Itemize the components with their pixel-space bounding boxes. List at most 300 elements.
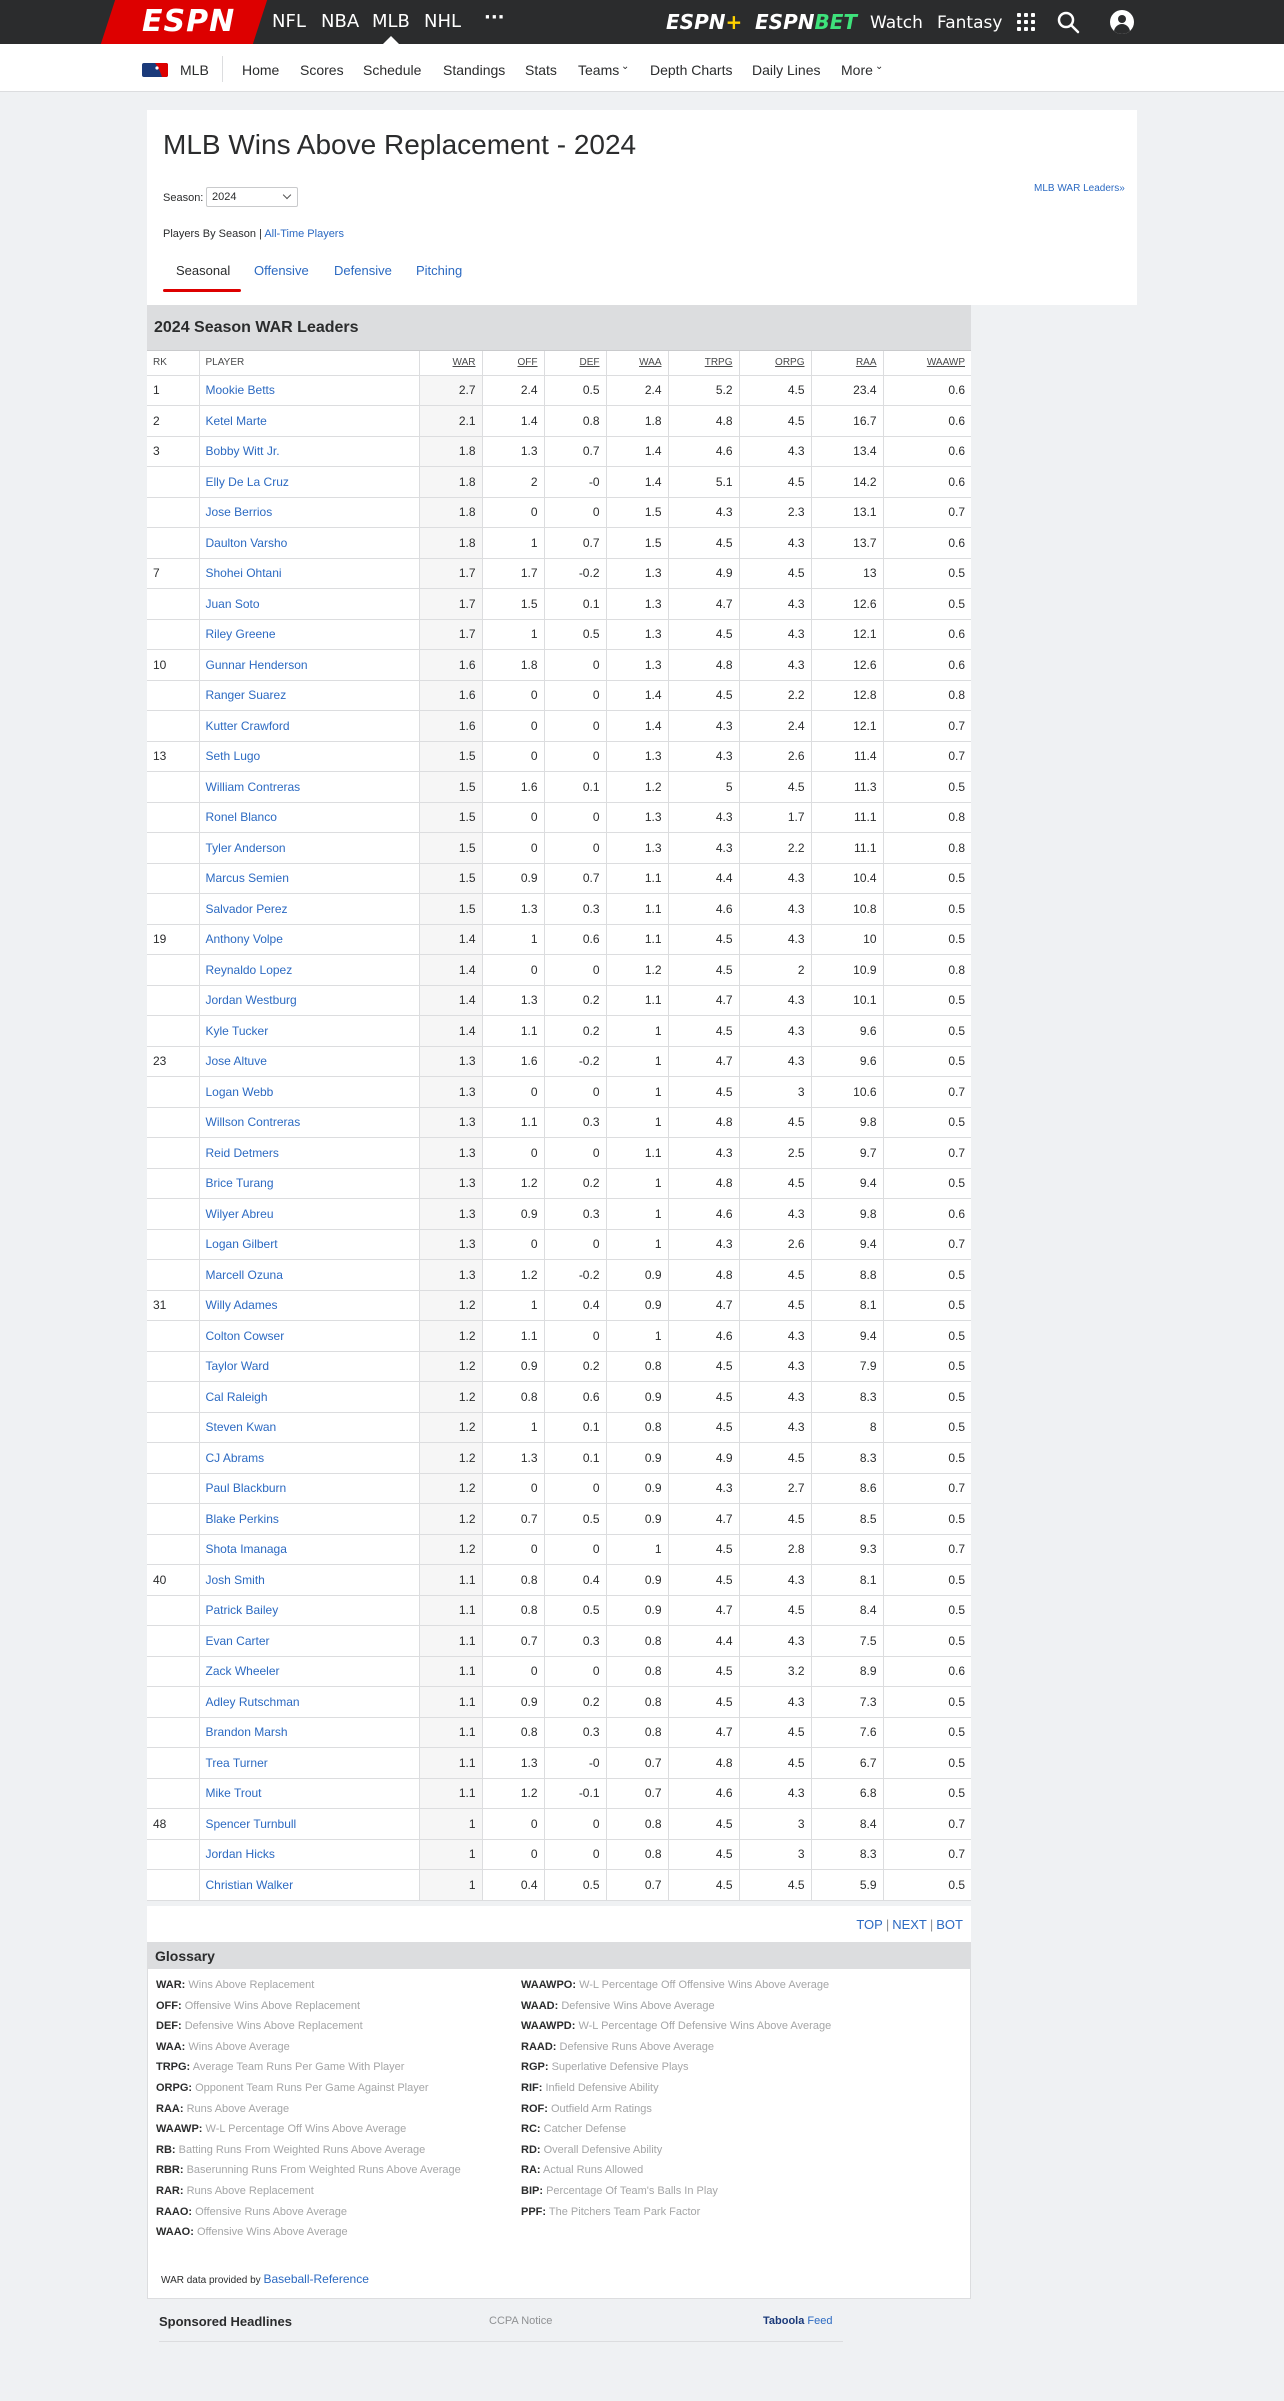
rank-cell	[147, 802, 199, 833]
player-link[interactable]: Taylor Ward	[199, 1351, 419, 1382]
trpg-cell: 4.4	[668, 863, 739, 894]
table-row	[147, 1534, 971, 1565]
off-cell: 0	[482, 1473, 544, 1504]
player-link[interactable]: Daulton Varsho	[199, 528, 419, 559]
player-link[interactable]: Wilyer Abreu	[199, 1199, 419, 1230]
trpg-cell: 4.7	[668, 1595, 739, 1626]
tab-defensive[interactable]: Defensive	[334, 263, 392, 278]
subnav-league[interactable]: MLB	[180, 62, 209, 78]
waawp-cell: 0.5	[883, 1870, 971, 1901]
off-cell: 0.7	[482, 1626, 544, 1657]
off-cell: 1.1	[482, 1016, 544, 1047]
def-cell: 0.3	[544, 1717, 606, 1748]
def-cell: 0.2	[544, 1016, 606, 1047]
raa-cell: 9.8	[811, 1107, 883, 1138]
waa-cell: 0.8	[606, 1839, 668, 1870]
subnav-schedule[interactable]: Schedule	[363, 62, 422, 78]
player-link[interactable]: Ronel Blanco	[199, 802, 419, 833]
col-waawp[interactable]: WAAWP	[883, 351, 971, 375]
nav-nhl[interactable]: NHL	[424, 11, 462, 32]
tab-offensive[interactable]: Offensive	[254, 263, 309, 278]
trpg-cell: 4.5	[668, 955, 739, 986]
off-cell: 2.4	[482, 375, 544, 406]
waa-cell: 0.9	[606, 1473, 668, 1504]
subnav-depth-charts[interactable]: Depth Charts	[650, 62, 733, 78]
table-row	[147, 406, 971, 437]
player-link[interactable]: Gunnar Henderson	[199, 650, 419, 681]
subnav-scores[interactable]: Scores	[300, 62, 344, 78]
nav-nba[interactable]: NBA	[321, 11, 360, 32]
espn-plus-logo[interactable]: ESPN+	[666, 10, 743, 34]
player-link[interactable]: Mookie Betts	[199, 375, 419, 406]
glossary-term: WAR:	[156, 1979, 186, 1991]
tab-pitching[interactable]: Pitching	[416, 263, 463, 278]
trpg-cell: 4.3	[668, 1473, 739, 1504]
player-link[interactable]: Jordan Westburg	[199, 985, 419, 1016]
war-cell: 1.3	[419, 1168, 482, 1199]
glossary-item	[156, 2184, 314, 2198]
taboola-feed-logo[interactable]	[763, 2314, 833, 2328]
player-link[interactable]: Jose Altuve	[199, 1046, 419, 1077]
waa-cell: 1.3	[606, 741, 668, 772]
sponsored-divider	[159, 2341, 843, 2342]
col-rk: RK	[147, 351, 199, 375]
waa-cell: 0.9	[606, 1595, 668, 1626]
raa-cell: 11.1	[811, 833, 883, 864]
nav-active-indicator	[383, 36, 399, 44]
glossary-term: WAAWP:	[156, 2123, 203, 2136]
waa-cell: 1	[606, 1229, 668, 1260]
table-row	[147, 1778, 971, 1809]
player-link[interactable]: Cal Raleigh	[199, 1382, 419, 1413]
raa-cell: 10.6	[811, 1077, 883, 1108]
glossary-title: Glossary	[155, 1948, 215, 1964]
war-cell: 1.6	[419, 711, 482, 742]
glossary-definition: Infield Defensive Ability	[545, 2082, 659, 2094]
orpg-cell: 4.5	[739, 1290, 811, 1321]
glossary-definition: Baserunning Runs From Weighted Runs Above Average	[186, 2164, 461, 2177]
war-cell: 1.2	[419, 1412, 482, 1443]
glossary-item	[521, 1999, 715, 2013]
orpg-cell: 4.5	[739, 772, 811, 803]
trpg-cell: 4.4	[668, 1626, 739, 1657]
def-cell: 0.5	[544, 1595, 606, 1626]
subnav-daily-lines[interactable]: Daily Lines	[752, 62, 821, 78]
orpg-cell: 4.5	[739, 1107, 811, 1138]
glossary-term: RBR:	[156, 2164, 184, 2177]
off-cell: 1.1	[482, 1321, 544, 1352]
raa-cell: 8	[811, 1412, 883, 1443]
glossary-item	[156, 2122, 406, 2136]
player-link[interactable]: Ranger Suarez	[199, 680, 419, 711]
waa-cell: 1.2	[606, 772, 668, 803]
rank-cell	[147, 497, 199, 528]
player-link[interactable]: Blake Perkins	[199, 1504, 419, 1535]
mlb-logo-icon[interactable]	[142, 63, 168, 77]
table-row	[147, 528, 971, 559]
player-link[interactable]: Marcell Ozuna	[199, 1260, 419, 1291]
glossary-term: WAAWPO:	[521, 1979, 576, 1991]
player-link[interactable]: Bobby Witt Jr.	[199, 436, 419, 467]
waa-cell: 1	[606, 1534, 668, 1565]
player-link[interactable]: Willson Contreras	[199, 1107, 419, 1138]
player-link[interactable]: Logan Webb	[199, 1077, 419, 1108]
orpg-cell: 3	[739, 1809, 811, 1840]
ccpa-notice-link[interactable]: CCPA Notice	[489, 2315, 553, 2327]
trpg-cell: 4.5	[668, 1809, 739, 1840]
raa-cell: 9.4	[811, 1168, 883, 1199]
rank-cell: 13	[147, 741, 199, 772]
col-waa[interactable]: WAA	[606, 351, 668, 375]
off-cell: 0	[482, 833, 544, 864]
table-row	[147, 375, 971, 406]
def-cell: 0.2	[544, 1351, 606, 1382]
orpg-cell: 4.3	[739, 650, 811, 681]
waawp-cell: 0.5	[883, 558, 971, 589]
player-link[interactable]: Zack Wheeler	[199, 1656, 419, 1687]
off-cell: 0	[482, 741, 544, 772]
raa-cell: 10.9	[811, 955, 883, 986]
table-row	[147, 1138, 971, 1169]
player-link[interactable]: Reid Detmers	[199, 1138, 419, 1169]
player-link[interactable]: Evan Carter	[199, 1626, 419, 1657]
waa-cell: 0.9	[606, 1290, 668, 1321]
rank-cell	[147, 619, 199, 650]
player-link[interactable]: Anthony Volpe	[199, 924, 419, 955]
trpg-cell: 4.5	[668, 619, 739, 650]
orpg-cell: 3.2	[739, 1656, 811, 1687]
rank-cell	[147, 1687, 199, 1718]
glossary-term: BIP:	[521, 2185, 543, 2197]
table-row	[147, 985, 971, 1016]
war-cell: 1.2	[419, 1534, 482, 1565]
def-cell: 0.5	[544, 375, 606, 406]
glossary-definition: Runs Above Average	[186, 2102, 290, 2115]
waa-cell: 0.7	[606, 1870, 668, 1901]
war-cell: 1.3	[419, 1260, 482, 1291]
orpg-cell: 4.3	[739, 1565, 811, 1596]
player-link[interactable]: Willy Adames	[199, 1290, 419, 1321]
glossary-term: RAA:	[156, 2102, 184, 2115]
player-link[interactable]: Riley Greene	[199, 619, 419, 650]
glossary-term: RAAO:	[156, 2205, 193, 2218]
raa-cell: 8.8	[811, 1260, 883, 1291]
raa-cell: 8.3	[811, 1382, 883, 1413]
raa-cell: 7.9	[811, 1351, 883, 1382]
user-profile-icon[interactable]	[1110, 10, 1134, 34]
waa-cell: 0.7	[606, 1748, 668, 1779]
pager-bot-link[interactable]: BOT	[936, 1917, 963, 1932]
player-link[interactable]: Brandon Marsh	[199, 1717, 419, 1748]
waawp-cell: 0.5	[883, 772, 971, 803]
war-cell: 1.3	[419, 1107, 482, 1138]
glossary-definition: Superlative Defensive Plays	[551, 2061, 689, 2074]
waa-cell: 1.2	[606, 955, 668, 986]
waawp-cell: 0.5	[883, 1321, 971, 1352]
nav-more-icon[interactable]: ···	[484, 7, 505, 28]
war-cell: 1.3	[419, 1199, 482, 1230]
waawp-cell: 0.5	[883, 1443, 971, 1474]
glossary-item	[521, 2143, 662, 2157]
player-link[interactable]: Ketel Marte	[199, 406, 419, 437]
glossary-definition: Defensive Wins Above Average	[561, 1999, 715, 2012]
waawp-cell: 0.5	[883, 1290, 971, 1321]
table-row	[147, 1626, 971, 1657]
player-link[interactable]: Patrick Bailey	[199, 1595, 419, 1626]
player-link[interactable]: Steven Kwan	[199, 1412, 419, 1443]
pager-next-link[interactable]: NEXT	[892, 1917, 927, 1932]
trpg-cell: 4.7	[668, 1290, 739, 1321]
col-def[interactable]: DEF	[544, 351, 606, 375]
rank-cell: 10	[147, 650, 199, 681]
all-time-players-link[interactable]: All-Time Players	[264, 228, 344, 240]
off-cell: 1.3	[482, 1748, 544, 1779]
rank-cell: 31	[147, 1290, 199, 1321]
trpg-cell: 4.5	[668, 1382, 739, 1413]
waa-cell: 0.9	[606, 1443, 668, 1474]
player-link[interactable]: Shota Imanaga	[199, 1534, 419, 1565]
table-row	[147, 802, 971, 833]
trpg-cell: 4.5	[668, 1016, 739, 1047]
pager-top-link[interactable]: TOP	[856, 1917, 883, 1932]
rank-cell	[147, 1412, 199, 1443]
player-link[interactable]: Juan Soto	[199, 589, 419, 620]
raa-cell: 13.7	[811, 528, 883, 559]
nav-watch[interactable]: Watch	[870, 13, 923, 33]
def-cell: -0.1	[544, 1778, 606, 1809]
war-cell: 1.8	[419, 436, 482, 467]
subnav-stats[interactable]: Stats	[525, 62, 557, 78]
waa-cell: 1	[606, 1046, 668, 1077]
player-link[interactable]: Jordan Hicks	[199, 1839, 419, 1870]
col-player: PLAYER	[199, 351, 419, 375]
def-cell: 0.1	[544, 1412, 606, 1443]
def-cell: 0	[544, 1321, 606, 1352]
col-raa[interactable]: RAA	[811, 351, 883, 375]
trpg-cell: 4.5	[668, 680, 739, 711]
waa-cell: 1	[606, 1168, 668, 1199]
player-link[interactable]: Reynaldo Lopez	[199, 955, 419, 986]
waawp-cell: 0.5	[883, 894, 971, 925]
orpg-cell: 4.3	[739, 924, 811, 955]
raa-cell: 8.4	[811, 1595, 883, 1626]
waawp-cell: 0.5	[883, 1717, 971, 1748]
subnav-standings[interactable]: Standings	[443, 62, 506, 78]
subnav-home[interactable]: Home	[242, 62, 280, 78]
col-trpg[interactable]: TRPG	[668, 351, 739, 375]
rank-cell	[147, 1321, 199, 1352]
rank-cell	[147, 589, 199, 620]
player-link[interactable]: Elly De La Cruz	[199, 467, 419, 498]
table-row	[147, 1290, 971, 1321]
glossary-definition: Catcher Defense	[543, 2123, 627, 2136]
orpg-cell: 4.3	[739, 1412, 811, 1443]
table-row	[147, 711, 971, 742]
trpg-cell: 4.7	[668, 1717, 739, 1748]
waa-cell: 0.8	[606, 1656, 668, 1687]
apps-grid-icon[interactable]	[1017, 13, 1035, 31]
table-row	[147, 924, 971, 955]
war-cell: 1.1	[419, 1565, 482, 1596]
table-row	[147, 1107, 971, 1138]
rank-cell: 19	[147, 924, 199, 955]
def-cell: 0.1	[544, 772, 606, 803]
war-cell: 1.4	[419, 1016, 482, 1047]
waawp-cell: 0.5	[883, 1260, 971, 1291]
trpg-cell: 4.9	[668, 558, 739, 589]
orpg-cell: 2	[739, 955, 811, 986]
glossary-definition: Offensive Wins Above Replacement	[184, 1999, 361, 2012]
waawp-cell: 0.7	[883, 1534, 971, 1565]
war-cell: 1.6	[419, 680, 482, 711]
table-row	[147, 467, 971, 498]
table-row	[147, 1809, 971, 1840]
glossary-definition: Overall Defensive Ability	[543, 2143, 663, 2156]
def-cell: 0	[544, 955, 606, 986]
player-link[interactable]: Jose Berrios	[199, 497, 419, 528]
rank-cell	[147, 985, 199, 1016]
mlb-war-leaders-link[interactable]: MLB WAR Leaders»	[1034, 183, 1125, 194]
def-cell: 0.1	[544, 1443, 606, 1474]
raa-cell: 13.1	[811, 497, 883, 528]
table-row	[147, 1565, 971, 1596]
table-pager: TOP | NEXT | BOT	[147, 1906, 971, 1943]
trpg-cell: 4.6	[668, 1778, 739, 1809]
rank-cell	[147, 863, 199, 894]
espn-bet-logo[interactable]: ESPNBET	[755, 10, 858, 34]
table-title: 2024 Season WAR Leaders	[154, 319, 359, 336]
player-link[interactable]: William Contreras	[199, 772, 419, 803]
trpg-cell: 4.8	[668, 406, 739, 437]
player-link[interactable]: Mike Trout	[199, 1778, 419, 1809]
search-icon[interactable]	[1056, 10, 1080, 34]
player-link[interactable]: Kutter Crawford	[199, 711, 419, 742]
col-off[interactable]: OFF	[482, 351, 544, 375]
player-link[interactable]: Brice Turang	[199, 1168, 419, 1199]
raa-cell: 14.2	[811, 467, 883, 498]
table-header-bar	[147, 305, 971, 351]
orpg-cell: 4.3	[739, 1778, 811, 1809]
table-row	[147, 497, 971, 528]
def-cell: 0.3	[544, 1107, 606, 1138]
subnav-more[interactable]: More	[841, 62, 873, 78]
war-cell: 1.1	[419, 1778, 482, 1809]
trpg-cell: 4.3	[668, 1229, 739, 1260]
def-cell: 0.3	[544, 1199, 606, 1230]
def-cell: 0.3	[544, 894, 606, 925]
orpg-cell: 2.2	[739, 833, 811, 864]
player-link[interactable]: Adley Rutschman	[199, 1687, 419, 1718]
player-link[interactable]: Marcus Semien	[199, 863, 419, 894]
trpg-cell: 4.6	[668, 436, 739, 467]
off-cell: 1	[482, 528, 544, 559]
off-cell: 0.9	[482, 1199, 544, 1230]
war-cell: 1.3	[419, 1077, 482, 1108]
player-link[interactable]: Colton Cowser	[199, 1321, 419, 1352]
raa-cell: 11.1	[811, 802, 883, 833]
data-credit	[161, 2272, 369, 2288]
def-cell: 0	[544, 680, 606, 711]
player-link[interactable]: Josh Smith	[199, 1565, 419, 1596]
player-link[interactable]: Kyle Tucker	[199, 1016, 419, 1047]
raa-cell: 12.6	[811, 650, 883, 681]
table-row	[147, 1199, 971, 1230]
waa-cell: 1.5	[606, 497, 668, 528]
player-link[interactable]: Seth Lugo	[199, 741, 419, 772]
raa-cell: 8.6	[811, 1473, 883, 1504]
glossary-term: RAR:	[156, 2185, 184, 2197]
orpg-cell: 2.6	[739, 1229, 811, 1260]
player-link[interactable]: Trea Turner	[199, 1748, 419, 1779]
table-row	[147, 894, 971, 925]
nav-mlb[interactable]: MLB	[372, 11, 410, 32]
off-cell: 0	[482, 1138, 544, 1169]
glossary-item	[156, 2102, 289, 2116]
subnav-teams[interactable]: Teams	[578, 62, 620, 78]
col-war[interactable]: WAR	[419, 351, 482, 375]
war-cell: 1.4	[419, 955, 482, 986]
off-cell: 0.4	[482, 1870, 544, 1901]
rank-cell	[147, 1077, 199, 1108]
player-link[interactable]: Logan Gilbert	[199, 1229, 419, 1260]
players-by-season	[163, 227, 344, 241]
player-link[interactable]: Salvador Perez	[199, 894, 419, 925]
player-link[interactable]: Spencer Turnbull	[199, 1809, 419, 1840]
glossary-definition: Offensive Wins Above Average	[196, 2226, 348, 2239]
baseball-reference-link[interactable]: Baseball-Reference	[263, 2272, 369, 2286]
waawp-cell: 0.5	[883, 863, 971, 894]
col-orpg[interactable]: ORPG	[739, 351, 811, 375]
def-cell: 0.3	[544, 1626, 606, 1657]
table-row	[147, 1473, 971, 1504]
waawp-cell: 0.5	[883, 1351, 971, 1382]
waa-cell: 1	[606, 1321, 668, 1352]
nav-fantasy[interactable]: Fantasy	[937, 13, 1003, 33]
glossary-definition: Batting Runs From Weighted Runs Above Average	[178, 2143, 426, 2156]
war-cell: 1.3	[419, 1138, 482, 1169]
war-cell: 2.1	[419, 406, 482, 437]
off-cell: 0.8	[482, 1382, 544, 1413]
orpg-cell: 2.5	[739, 1138, 811, 1169]
tab-seasonal[interactable]: Seasonal	[176, 263, 231, 278]
off-cell: 1	[482, 1290, 544, 1321]
glossary-item	[521, 1978, 829, 1992]
player-link[interactable]: Shohei Ohtani	[199, 558, 419, 589]
glossary-item	[156, 2060, 404, 2074]
rank-cell	[147, 1778, 199, 1809]
player-link[interactable]: CJ Abrams	[199, 1443, 419, 1474]
raa-cell: 12.8	[811, 680, 883, 711]
trpg-cell: 5	[668, 772, 739, 803]
player-link[interactable]: Christian Walker	[199, 1870, 419, 1901]
glossary-item	[521, 2163, 643, 2177]
player-link[interactable]: Tyler Anderson	[199, 833, 419, 864]
orpg-cell: 4.5	[739, 406, 811, 437]
espn-logo[interactable]: ESPN	[142, 4, 236, 39]
waawp-cell: 0.6	[883, 1656, 971, 1687]
waa-cell: 2.4	[606, 375, 668, 406]
raa-cell: 13	[811, 558, 883, 589]
waawp-cell: 0.7	[883, 1229, 971, 1260]
rank-cell	[147, 894, 199, 925]
rank-cell	[147, 1351, 199, 1382]
raa-cell: 10	[811, 924, 883, 955]
player-link[interactable]: Paul Blackburn	[199, 1473, 419, 1504]
nav-nfl[interactable]: NFL	[272, 11, 306, 32]
season-select[interactable]	[206, 187, 298, 207]
trpg-cell: 4.8	[668, 1107, 739, 1138]
raa-cell: 10.1	[811, 985, 883, 1016]
